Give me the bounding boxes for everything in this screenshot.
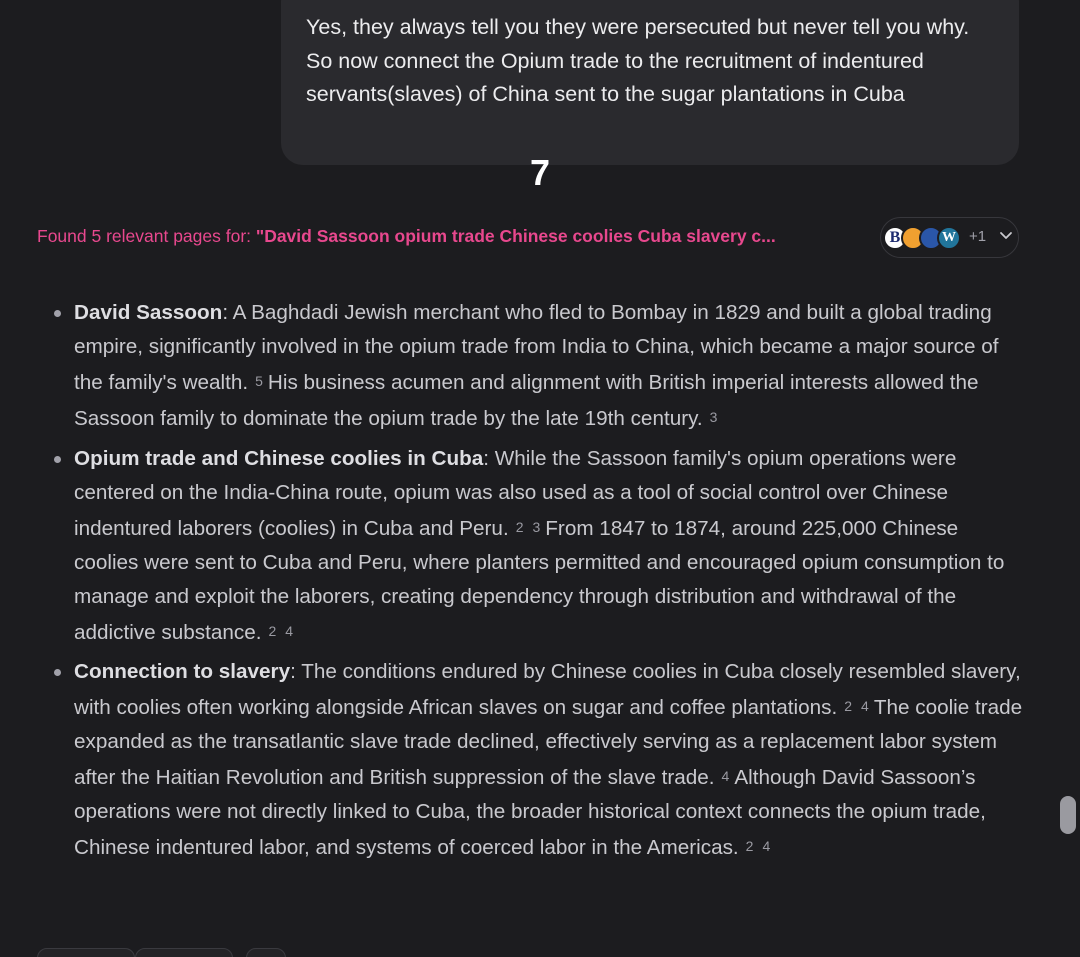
search-results-prefix: Found 5 relevant pages for: xyxy=(37,226,256,246)
citation-link[interactable]: 5 xyxy=(255,373,263,389)
user-message-text: Yes, they always tell you they were persecuted but never tell you why. So now connect the Opium trade to the recruitment of indentured servants(slaves) of China sent to the sugar plantations in Cuba xyxy=(306,15,970,107)
citation-link[interactable]: 3 xyxy=(532,518,541,535)
search-query: "David Sassoon opium trade Chinese coolies Cuba slavery c... xyxy=(255,226,776,246)
source-wordpress-logo-icon: W xyxy=(937,226,961,250)
item-term: David Sassoon xyxy=(74,301,223,324)
more-options-button[interactable] xyxy=(246,948,286,957)
citation-link[interactable]: 2 xyxy=(745,838,754,854)
citation-link[interactable]: 2 xyxy=(515,518,524,535)
item-text: : The conditions endured by Chinese coolies in Cuba closely resembled slavery, with coolies often working alongside African slaves on sugar and coffee plantations. xyxy=(74,660,1021,719)
citation-link[interactable]: 4 xyxy=(285,622,294,639)
item-text: From 1847 to 1874, around 225,000 Chinese coolies were sent to Cuba and Peru, where planters permitted and encouraged opium consumption to manage and exploit the laborers, creating dependency through distribution and withdrawal of the addictive substance. xyxy=(74,516,1005,644)
citation-link[interactable]: 2 xyxy=(268,622,277,639)
user-message-bubble xyxy=(281,0,1019,165)
list-item xyxy=(50,442,1025,650)
chevron-down-icon xyxy=(999,228,1013,242)
more-sources-count: +1 xyxy=(969,228,987,245)
scrollbar-thumb[interactable] xyxy=(1060,796,1076,834)
citation-link[interactable]: 4 xyxy=(721,768,730,784)
list-item xyxy=(50,655,1025,865)
message-number: 7 xyxy=(529,152,551,193)
search-results-summary[interactable] xyxy=(37,226,776,247)
copy-button[interactable] xyxy=(37,948,135,957)
sources-button[interactable] xyxy=(880,217,1019,258)
item-text: The coolie trade expanded as the transatlantic slave trade declined, effectively serving as a replacement labor system after the Haitian Revolution and British suppression of the slave trade. xyxy=(74,696,1023,789)
citation-link[interactable]: 4 xyxy=(762,838,771,854)
citation-link[interactable]: 3 xyxy=(709,409,718,425)
item-text: His business acumen and alignment with British imperial interests allowed the Sassoon family to dominate the opium trade by the late 19th century. xyxy=(74,371,979,430)
citation-link[interactable]: 4 xyxy=(861,698,869,714)
item-term: Opium trade and Chinese coolies in Cuba xyxy=(74,446,484,470)
item-text: : A Baghdadi Jewish merchant who fled to Bombay in 1829 and built a global trading empire, significantly involved in the opium trade from India to China, which became a major source of the family's wealth. xyxy=(74,301,999,394)
item-text: Although David Sassoon’s operations were not directly linked to Cuba, the broader historical context connects the opium trade, Chinese indentured labor, and systems of coerced labor in the Americas. xyxy=(74,766,986,859)
answer-list xyxy=(50,296,1025,865)
item-text: : While the Sassoon family's opium operations were centered on the India-China route, opium was also used as a tool of social control over Chinese indentured laborers (coolies) in Cuba and Peru. xyxy=(74,446,957,540)
item-term: Connection to slavery xyxy=(74,660,291,683)
source-b-logo-icon: B xyxy=(883,226,907,250)
citation-link[interactable]: 2 xyxy=(844,698,853,714)
list-item xyxy=(50,296,1025,436)
assistant-answer xyxy=(50,296,1025,871)
share-button[interactable] xyxy=(135,948,233,957)
